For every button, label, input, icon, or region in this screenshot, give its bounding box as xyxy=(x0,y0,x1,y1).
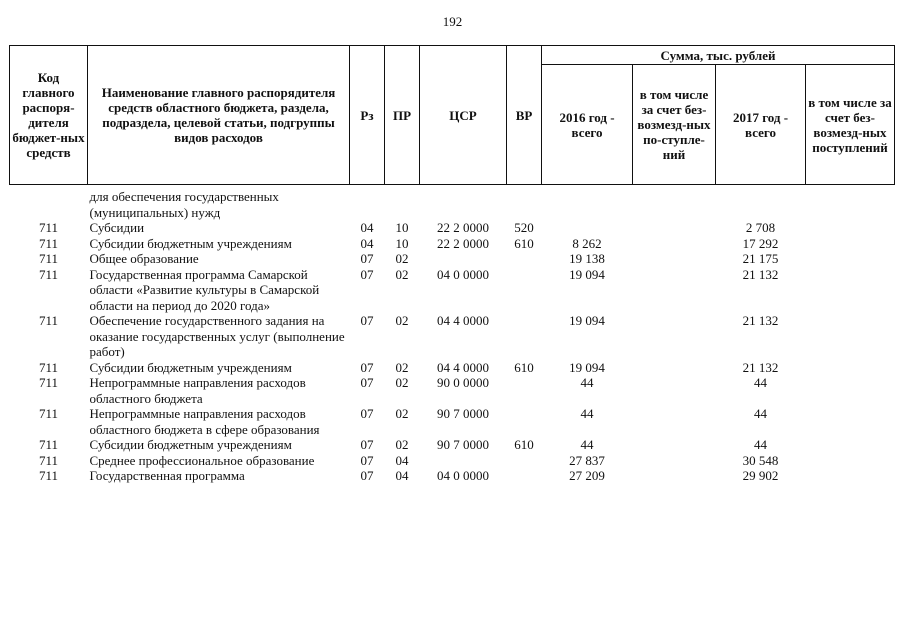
cell-2017-free xyxy=(806,375,895,406)
table-row xyxy=(10,251,895,267)
cell-pr: 02 xyxy=(395,251,409,266)
table-row xyxy=(10,437,895,453)
cell-pr: 02 xyxy=(395,359,409,375)
cell-2017-free xyxy=(806,251,895,267)
cell-pr: 04 xyxy=(395,468,409,483)
cell-2016-total: 19 094 xyxy=(569,266,605,282)
cell-code: 711 xyxy=(38,375,59,390)
cell-code: 711 xyxy=(38,452,59,468)
cell-2017-total: 44 xyxy=(754,375,767,390)
table-row xyxy=(10,267,895,314)
cell-csr: 04 4 0000 xyxy=(437,359,489,375)
header-2016-free: в том числе за счет без-возмезд-ных по-ступле-ний xyxy=(633,65,716,185)
cell-2017-free xyxy=(806,267,895,314)
cell-2017-total: 21 175 xyxy=(742,251,779,266)
cell-code xyxy=(10,189,88,220)
header-vr: ВР xyxy=(507,46,542,185)
cell-pr: 04 xyxy=(395,452,409,468)
header-2017-total: 2017 год - всего xyxy=(716,65,806,185)
cell-name: Государственная программа xyxy=(89,468,245,483)
cell-2017-free xyxy=(806,468,895,484)
cell-vr xyxy=(507,313,542,360)
cell-2017-total: 30 548 xyxy=(742,452,779,468)
cell-name: для обеспечения государственных (муниципальных) нужд xyxy=(89,189,279,220)
cell-vr: 610 xyxy=(514,359,534,375)
cell-vr: 520 xyxy=(514,220,534,235)
cell-2016-free xyxy=(633,267,716,314)
header-pr: ПР xyxy=(385,46,420,185)
cell-2016-total: 44 xyxy=(580,406,594,421)
cell-name: Общее образование xyxy=(89,251,199,266)
cell-pr: 02 xyxy=(395,313,409,328)
cell-2016-free xyxy=(633,437,716,453)
cell-code: 711 xyxy=(38,251,59,266)
cell-2016-free xyxy=(633,406,716,437)
table-row xyxy=(10,313,895,360)
cell-csr xyxy=(420,453,507,469)
header-name: Наименование главного распорядителя средств областного бюджета, раздела, подраздела, целевой статьи, подгруппы видов расходов xyxy=(88,46,350,185)
cell-2016-free xyxy=(633,313,716,360)
table-row xyxy=(10,220,895,236)
cell-code: 711 xyxy=(38,220,59,235)
cell-code: 711 xyxy=(38,468,59,483)
cell-2017-total: 21 132 xyxy=(742,313,779,328)
cell-vr xyxy=(507,453,542,469)
cell-2017-free xyxy=(806,313,895,360)
cell-rz: 07 xyxy=(360,313,374,328)
cell-2016-free xyxy=(633,468,716,484)
header-csr: ЦСР xyxy=(420,46,507,185)
cell-rz: 07 xyxy=(360,452,374,468)
header-2017-free: в том числе за счет без-возмезд-ных поступлений xyxy=(806,65,895,185)
cell-2016-free xyxy=(633,220,716,236)
cell-2017-free xyxy=(806,453,895,469)
cell-2017-free xyxy=(806,360,895,376)
cell-csr xyxy=(420,251,507,267)
table-row xyxy=(10,375,895,406)
cell-code: 711 xyxy=(38,313,59,328)
table-row xyxy=(10,236,895,252)
table-header xyxy=(10,46,895,185)
cell-2016-total: 19 094 xyxy=(569,359,605,375)
table-row xyxy=(10,453,895,469)
cell-2017-free xyxy=(806,220,895,236)
cell-rz: 04 xyxy=(360,235,374,251)
budget-table xyxy=(9,45,895,484)
cell-2016-total: 8 262 xyxy=(572,235,602,251)
cell-csr: 04 4 0000 xyxy=(437,313,489,328)
page-number: 192 xyxy=(442,14,463,29)
cell-code: 711 xyxy=(38,359,59,375)
cell-2017-free xyxy=(806,236,895,252)
cell-2016-total: 44 xyxy=(580,375,594,390)
cell-csr: 90 0 0000 xyxy=(437,375,489,390)
cell-2017-total: 21 132 xyxy=(742,266,779,282)
cell-2017-total: 29 902 xyxy=(742,468,779,483)
cell-2016-free xyxy=(633,251,716,267)
cell-pr: 10 xyxy=(395,220,409,235)
cell-vr: 610 xyxy=(514,235,534,251)
cell-pr: 02 xyxy=(395,266,409,282)
cell-2016-total: 44 xyxy=(580,437,594,452)
cell-pr xyxy=(385,189,420,220)
cell-name: Субсидии xyxy=(89,220,145,235)
cell-name: Субсидии бюджетным учреждениям xyxy=(89,359,292,375)
cell-2016-free xyxy=(633,360,716,376)
cell-2016-free xyxy=(633,236,716,252)
cell-pr: 02 xyxy=(395,437,409,452)
cell-2016-total: 27 209 xyxy=(569,468,605,483)
cell-vr xyxy=(507,375,542,406)
cell-rz: 07 xyxy=(360,375,374,390)
cell-name: Непрограммные направления расходов областного бюджета в сфере образования xyxy=(89,406,320,437)
cell-2016-free xyxy=(633,375,716,406)
cell-2016-total: 19 138 xyxy=(569,251,605,266)
cell-2017-free xyxy=(806,437,895,453)
cell-2017-total: 2 708 xyxy=(745,220,776,235)
cell-2017-total: 44 xyxy=(754,437,767,452)
cell-csr: 04 0 0000 xyxy=(437,266,489,282)
cell-vr xyxy=(507,251,542,267)
cell-vr xyxy=(507,468,542,484)
cell-2017-total: 17 292 xyxy=(742,235,779,251)
cell-csr: 90 7 0000 xyxy=(437,406,489,421)
cell-vr: 610 xyxy=(514,437,534,452)
cell-rz: 07 xyxy=(360,437,374,452)
cell-2017-total: 21 132 xyxy=(742,359,779,375)
cell-code: 711 xyxy=(38,437,59,452)
cell-2016-total: 19 094 xyxy=(569,313,605,328)
cell-2016-free xyxy=(633,453,716,469)
cell-csr: 04 0 0000 xyxy=(437,468,489,483)
cell-pr: 02 xyxy=(395,406,409,421)
cell-name: Среднее профессиональное образование xyxy=(89,452,315,468)
cell-code: 711 xyxy=(38,266,59,282)
cell-2016-total xyxy=(542,189,633,220)
cell-vr xyxy=(507,267,542,314)
cell-2017-free xyxy=(806,406,895,437)
cell-csr: 90 7 0000 xyxy=(437,437,489,452)
header-sum: Сумма, тыс. рублей xyxy=(542,46,895,65)
cell-rz: 04 xyxy=(360,220,374,235)
table-row xyxy=(10,406,895,437)
cell-code: 711 xyxy=(38,235,59,251)
cell-name: Непрограммные направления расходов областного бюджета xyxy=(89,375,306,406)
cell-2016-total xyxy=(542,220,633,236)
header-code: Код главного распоря-дителя бюджет-ных средств xyxy=(10,46,88,185)
cell-rz xyxy=(350,189,385,220)
cell-2017-total xyxy=(716,189,806,220)
cell-csr xyxy=(420,189,507,220)
cell-pr: 02 xyxy=(395,375,409,390)
table-row xyxy=(10,189,895,220)
cell-rz: 07 xyxy=(360,406,374,421)
cell-rz: 07 xyxy=(360,468,374,483)
table-body xyxy=(10,185,895,484)
table-row xyxy=(10,360,895,376)
cell-2017-free xyxy=(806,189,895,220)
cell-name: Субсидии бюджетным учреждениям xyxy=(89,235,292,251)
cell-pr: 10 xyxy=(395,235,409,251)
cell-2016-free xyxy=(633,189,716,220)
header-rz: Рз xyxy=(350,46,385,185)
cell-2017-total: 44 xyxy=(754,406,767,421)
cell-name: Государственная программа Самарской области «Развитие культуры в Самарской области на период до 2020 года» xyxy=(89,266,320,313)
cell-rz: 07 xyxy=(360,359,374,375)
cell-vr xyxy=(507,189,542,220)
cell-rz: 07 xyxy=(360,266,374,282)
cell-csr: 22 2 0000 xyxy=(437,235,489,251)
cell-code: 711 xyxy=(38,406,59,421)
table-row xyxy=(10,468,895,484)
cell-vr xyxy=(507,406,542,437)
cell-rz: 07 xyxy=(360,251,374,266)
cell-name: Субсидии бюджетным учреждениям xyxy=(89,437,292,452)
cell-csr: 22 2 0000 xyxy=(437,220,489,235)
cell-name: Обеспечение государственного задания на оказание государственных услуг (выполнение работ) xyxy=(89,313,345,359)
cell-2016-total: 27 837 xyxy=(569,452,605,468)
header-2016-total: 2016 год - всего xyxy=(542,65,633,185)
